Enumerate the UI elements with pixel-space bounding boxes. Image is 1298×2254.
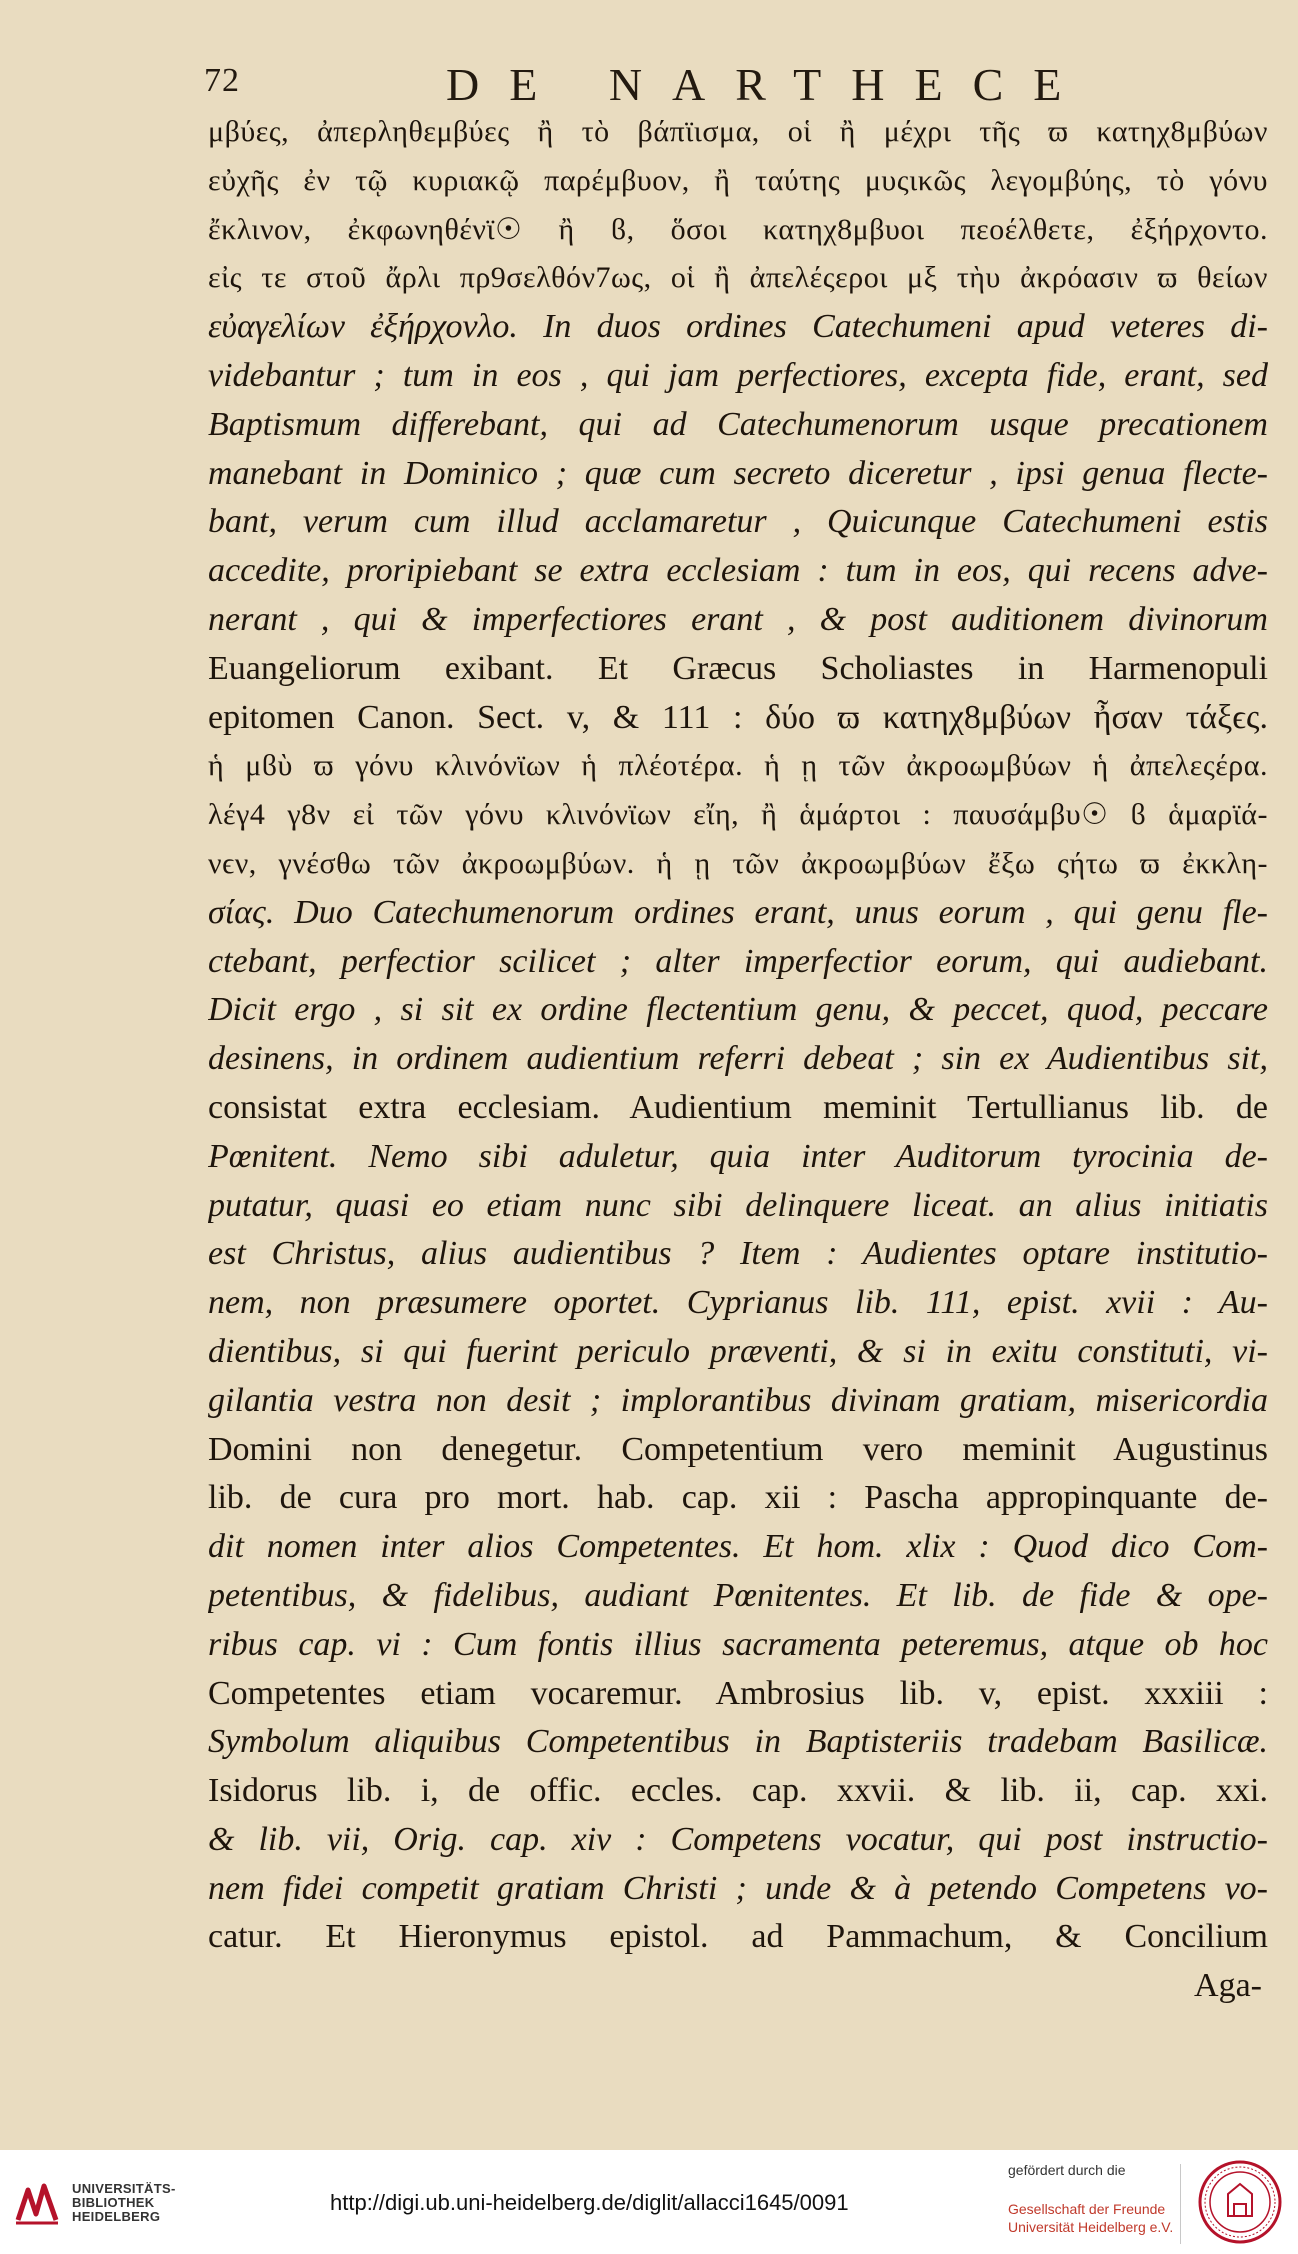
footer-divider bbox=[1180, 2164, 1181, 2244]
university-seal-icon bbox=[1198, 2160, 1282, 2244]
text-line: μβύες, ἀπερληθεμβύες ἢ τὸ βάπϊισμα, οἱ ἢ μέχρι τῆς ϖ κατηχ8μβύων bbox=[208, 115, 1268, 148]
viewer-footer bbox=[0, 2150, 1298, 2254]
library-name-line: HEIDELBERG bbox=[72, 2209, 161, 2224]
text-line: catur. Et Hieronymus epistol. ad Pammachum, & Concilium bbox=[208, 1918, 1268, 1956]
library-name-line: UNIVERSITÄTS- bbox=[72, 2181, 176, 2196]
text-line: ctebant, perfectior scilicet ; alter imperfectior eorum, qui audiebant. bbox=[208, 942, 1268, 980]
catchword: Aga- bbox=[1194, 1967, 1262, 2005]
text-line: Symbolum aliquibus Competentibus in Baptisteriis tradebam Basilicæ. bbox=[208, 1723, 1268, 1761]
text-line: Competentes etiam vocaremur. Ambrosius lib. v, epist. xxxiii : bbox=[208, 1674, 1268, 1712]
text-line: nem fidei competit gratiam Christi ; unde & à petendo Competens vo- bbox=[208, 1869, 1268, 1907]
text-line: εἰς τε στοῦ ἄρλι πρ9σελθόν7ως, οἱ ἢ ἀπελέςεροι μξ τὴυ ἀκρόασιν ϖ θείων bbox=[208, 261, 1268, 295]
text-line: gilantia vestra non desit ; implorantibus divinam gratiam, misericordia bbox=[208, 1381, 1268, 1419]
text-line: est Christus, alius audientibus ? Item : Audientes optare institutio- bbox=[208, 1235, 1268, 1273]
text-line: & lib. vii, Orig. cap. xiv : Competens vocatur, qui post instructio- bbox=[208, 1820, 1268, 1858]
sponsor-name-line: Universität Heidelberg e.V. bbox=[1008, 2219, 1174, 2235]
library-name-line: BIBLIOTHEK bbox=[72, 2195, 155, 2210]
sponsor-name bbox=[1008, 2200, 1178, 2236]
text-line: λέγ4 γ8ν εἰ τῶν γόνυ κλινόνϊων εἴη, ἢ ἁμάρτοι : παυσάμβυ☉ ϐ ἁμαρϊά- bbox=[208, 798, 1268, 832]
text-line: desinens, in ordinem audientium referri debeat ; sin ex Audientibus sit, bbox=[208, 1040, 1268, 1078]
text-line: epitomen Canon. Sect. v, & 111 : δύο ϖ κατηχ8μβύων ἦσαν τάξϵς. bbox=[208, 698, 1268, 736]
text-line: νϵν, γνέσθω τῶν ἀκροωμβύων. ἡ ῃ τῶν ἀκροωμβύων ἔξω ςήτω ϖ ἐκκλη- bbox=[208, 846, 1268, 880]
sponsor-credit bbox=[1008, 2162, 1178, 2236]
text-line: Dicit ergo , si sit ex ordine flectentium genu, & peccet, quod, peccare bbox=[208, 991, 1268, 1029]
library-logo-icon bbox=[12, 2180, 62, 2226]
text-line: consistat extra ecclesiam. Audientium meminit Tertullianus lib. de bbox=[208, 1088, 1268, 1126]
text-line: ribus cap. vi : Cum fontis illius sacramenta peteremus, atque ob hoc bbox=[208, 1625, 1268, 1663]
sponsor-name-line: Gesellschaft der Freunde bbox=[1008, 2201, 1166, 2217]
text-line: petentibus, & fidelibus, audiant Pœnitentes. Et lib. de fide & ope- bbox=[208, 1576, 1268, 1614]
text-line: Domini non denegetur. Competentium vero meminit Augustinus bbox=[208, 1430, 1268, 1468]
text-line: videbantur ; tum in eos , qui jam perfectiores, excepta fide, erant, sed bbox=[208, 356, 1268, 394]
library-name bbox=[72, 2182, 176, 2224]
text-line: σίας. Duo Catechumenorum ordines erant, unus eorum , qui genu fle- bbox=[208, 893, 1268, 931]
text-line: Isidorus lib. i, de offic. eccles. cap. xxvii. & lib. ii, cap. xxi. bbox=[208, 1772, 1268, 1810]
text-line: lib. de cura pro mort. hab. cap. xii : Pascha appropinquante de- bbox=[208, 1479, 1268, 1517]
text-line: Euangeliorum exibant. Et Græcus Scholiastes in Harmenopuli bbox=[208, 649, 1268, 687]
body-text bbox=[208, 108, 1268, 2011]
text-line: manebant in Dominico ; quæ cum secreto diceretur , ipsi genua flecte- bbox=[208, 454, 1268, 492]
permalink-url[interactable]: http://digi.ub.uni-heidelberg.de/diglit/allacci1645/0091 bbox=[330, 2190, 849, 2215]
text-line: dit nomen inter alios Competentes. Et hom. xlix : Quod dico Com- bbox=[208, 1528, 1268, 1566]
text-line: putatur, quasi eo etiam nunc sibi delinquere liceat. an alius initiatis bbox=[208, 1186, 1268, 1224]
text-line: accedite, proripiebant se extra ecclesiam : tum in eos, qui recens adve- bbox=[208, 552, 1268, 590]
text-line: dientibus, si qui fuerint periculo præventi, & si in exitu constituti, vi- bbox=[208, 1332, 1268, 1370]
text-line: εὐχῆς ἐν τῷ κυριακῷ παρέμβυον, ἢ ταύτης μυςικῶς λεγομβύης, τὸ γόνυ bbox=[208, 163, 1268, 197]
text-line: Baptismum differebant, qui ad Catechumenorum usque precationem bbox=[208, 405, 1268, 443]
sponsor-label: gefördert durch die bbox=[1008, 2162, 1126, 2178]
text-line: ἔκλινον, ἐκφωνηθένϊ☉ ἢ ϐ, ὅσοι κατηχ8μβυοι πεοέλθετε, ἐξήρχοντο. bbox=[208, 212, 1268, 246]
text-line: εὐαγελίων ἐξήρχονλο. In duos ordines Catechumeni apud veteres di- bbox=[208, 308, 1268, 346]
running-head: DE NARTHECE bbox=[446, 59, 1092, 110]
text-line: ἡ μϐὺ ϖ γόνυ κλινόνϊων ἡ πλέοτέρα. ἡ ῃ τῶν ἀκροωμβύων ἡ ἀπελεςέρα. bbox=[208, 749, 1268, 783]
page-number: 72 bbox=[204, 62, 240, 99]
text-line: nerant , qui & imperfectiores erant , & post auditionem divinorum bbox=[208, 600, 1268, 638]
text-line: Pœnitent. Nemo sibi aduletur, quia inter Auditorum tyrocinia de- bbox=[208, 1137, 1268, 1175]
text-line: nem, non præsumere oportet. Cyprianus lib. 111, epist. xvii : Au- bbox=[208, 1284, 1268, 1322]
text-line: bant, verum cum illud acclamaretur , Quicunque Catechumeni estis bbox=[208, 503, 1268, 541]
